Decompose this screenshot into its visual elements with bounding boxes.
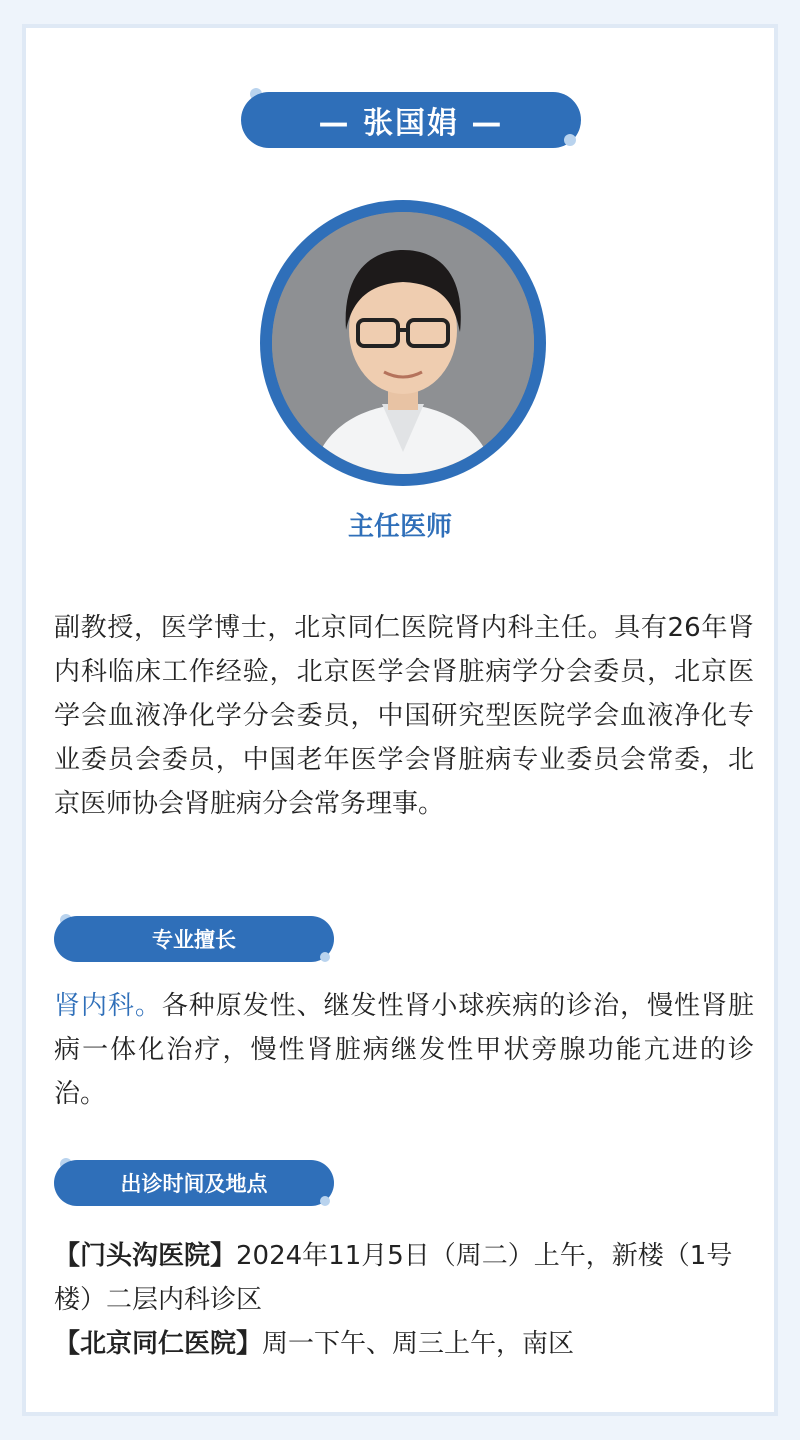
decor-dot xyxy=(564,134,576,146)
avatar xyxy=(272,212,534,474)
schedule-heading-banner xyxy=(54,1160,334,1206)
schedule-detail: 周一下午、周三上午，南区 xyxy=(262,1329,575,1359)
profile-card xyxy=(22,24,778,1416)
specialty-department: 肾内科。 xyxy=(54,991,162,1021)
specialty-text xyxy=(54,984,754,1116)
schedule-place: 【门头沟医院】 xyxy=(54,1241,237,1271)
decor-dot xyxy=(320,1196,330,1206)
doctor-bio: 副教授，医学博士，北京同仁医院肾内科主任。具有26年肾内科临床工作经验，北京医学会肾脏病学分会委员，北京医学会血液净化学分会委员，中国研究型医院学会血液净化专业委员会委员，中国老年医学会肾脏病专业委员会常委，北京医师协会肾脏病分会常务理事。 xyxy=(54,613,754,819)
schedule-place: 【北京同仁医院】 xyxy=(54,1329,263,1359)
schedule-item xyxy=(54,1322,764,1366)
avatar-frame xyxy=(260,200,546,486)
doctor-portrait-icon xyxy=(272,212,534,474)
schedule-heading: 出诊时间及地点 xyxy=(120,1172,268,1196)
specialty-heading-banner xyxy=(54,916,334,962)
specialty-detail: 各种原发性、继发性肾小球疾病的诊治，慢性肾脏病一体化治疗，慢性肾脏病继发性甲状旁腺功能亢进的诊治。 xyxy=(54,991,754,1109)
specialty-heading: 专业擅长 xyxy=(152,928,236,952)
doctor-name: — 张国娟 — xyxy=(318,106,504,141)
schedule-detail: 2024年11月5日（周二）上午，新楼（1号楼）二层内科诊区 xyxy=(54,1241,733,1315)
doctor-title: 主任医师 xyxy=(347,512,452,542)
schedule-item xyxy=(54,1234,764,1322)
doctor-name-banner xyxy=(241,92,581,148)
decor-dot xyxy=(320,952,330,962)
